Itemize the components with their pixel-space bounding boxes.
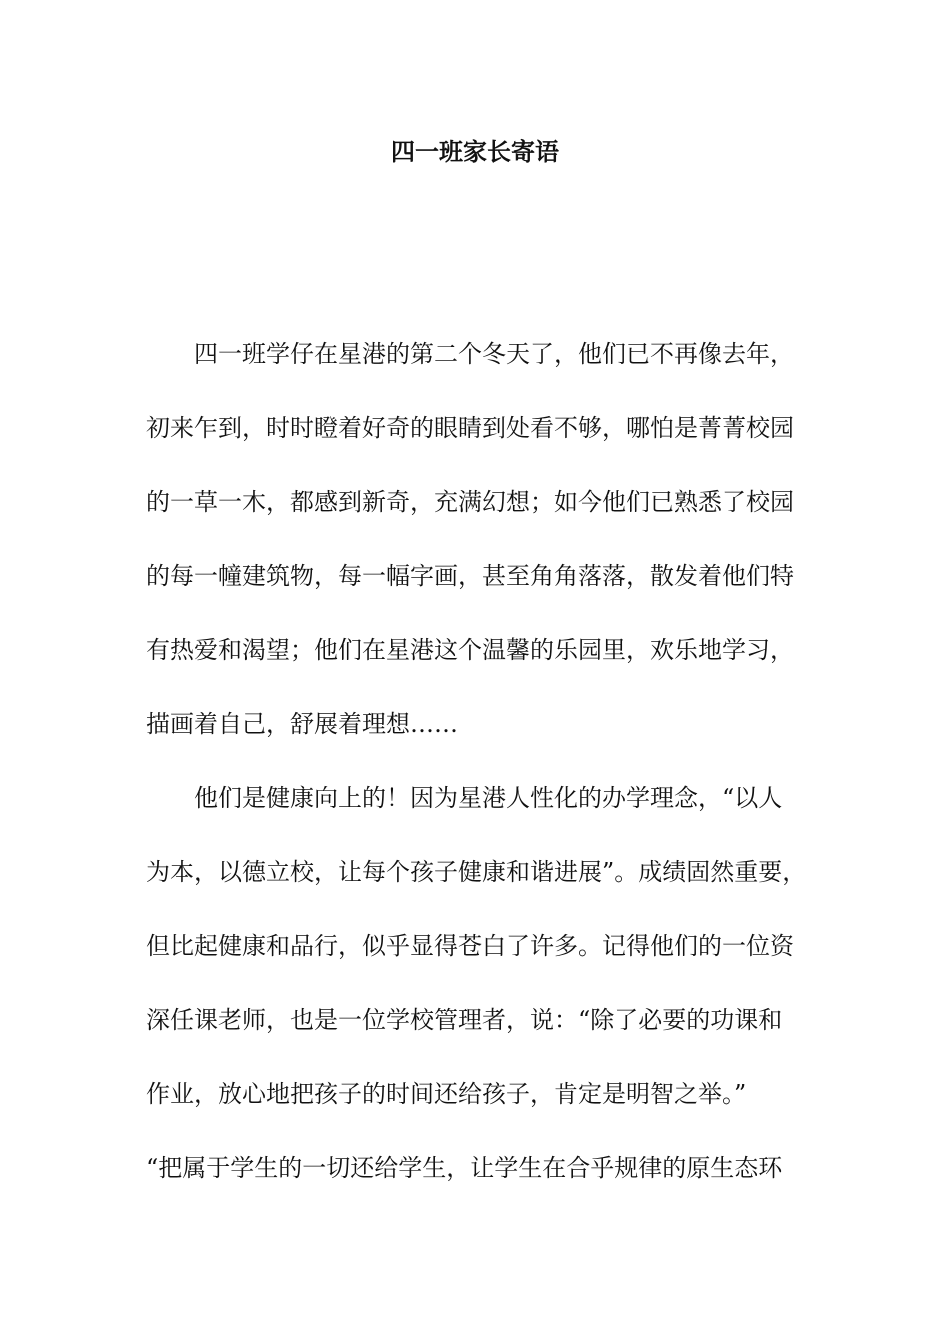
paragraph-line: 的每一幢建筑物，每一幅字画，甚至角角落落，散发着他们特 xyxy=(146,562,794,590)
paragraph-line: 深任课老师，也是一位学校管理者，说：“除了必要的功课和 xyxy=(146,1006,783,1034)
paragraph-line: 为本，以德立校，让每个孩子健康和谐进展”。成绩固然重要， xyxy=(146,858,807,886)
paragraph-line: “把属于学生的一切还给学生，让学生在合乎规律的原生态环 xyxy=(146,1154,783,1182)
paragraph-line: 四一班学仔在星港的第二个冬天了，他们已不再像去年， xyxy=(194,340,794,368)
paragraph-line: 他们是健康向上的！因为星港人性化的办学理念，“以人 xyxy=(194,784,783,812)
paragraph-line: 但比起健康和品行，似乎显得苍白了许多。记得他们的一位资 xyxy=(146,932,794,960)
document-title: 四一班家长寄语 xyxy=(391,137,559,166)
paragraph-line: 作业，放心地把孩子的时间还给孩子，肯定是明智之举。” xyxy=(146,1080,747,1108)
document-body xyxy=(146,328,806,1216)
paragraph-line: 的一草一木，都感到新奇，充满幻想；如今他们已熟悉了校园 xyxy=(146,488,794,516)
paragraph-line: 初来乍到，时时瞪着好奇的眼睛到处看不够，哪怕是菁菁校园 xyxy=(146,414,794,442)
paragraph-line: 有热爱和渴望；他们在星港这个温馨的乐园里，欢乐地学习， xyxy=(146,636,794,664)
paragraph-line: 描画着自己，舒展着理想…… xyxy=(146,710,458,738)
